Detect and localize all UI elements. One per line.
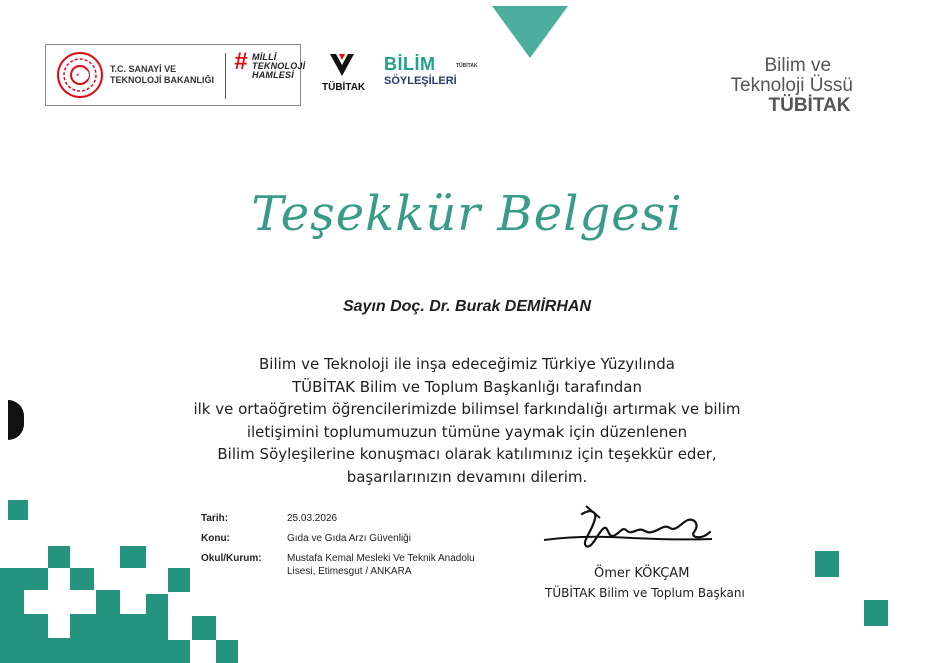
decorative-triangle	[492, 6, 568, 58]
decor-square	[815, 551, 839, 577]
bilim-ussu-line1: Bilim ve	[764, 55, 832, 76]
tubitak-emblem-icon	[327, 52, 357, 78]
school-line2: Lisesi, Etimesgut / ANKARA	[287, 566, 412, 577]
mtk-text: MİLLİ TEKNOLOJİ HAMLESİ	[252, 52, 306, 80]
bilim-soylesileri-logo	[384, 54, 478, 88]
date-label: Tarih:	[201, 513, 229, 524]
decor-square	[0, 614, 48, 663]
ministry-name: T.C. SANAYİ VE TEKNOLOJİ BAKANLIĞI	[110, 64, 215, 85]
decor-square	[168, 568, 190, 592]
ministry-seal-icon	[56, 51, 104, 99]
decor-square	[48, 546, 70, 568]
topic-label: Konu:	[201, 533, 230, 544]
decor-square	[146, 594, 168, 616]
tubitak-logo-text: TÜBİTAK	[322, 82, 366, 93]
bilim-teknoloji-ussu-logo	[731, 56, 854, 116]
ministry-logo-box	[45, 44, 306, 106]
decor-square	[192, 616, 216, 640]
school-label: Okul/Kurum:	[201, 553, 262, 564]
bilim-ussu-line2: Teknoloji Üssü	[730, 75, 853, 96]
certificate-body	[0, 353, 934, 488]
signature-drawing	[542, 502, 742, 562]
decor-square	[864, 600, 888, 626]
decor-square	[70, 568, 94, 590]
bilim-logo-top: BİLİM	[384, 54, 436, 74]
tubitak-logo	[322, 52, 366, 93]
mtk-hash: #	[234, 48, 248, 75]
decor-square	[216, 640, 238, 663]
certificate-title: Teşekkür Belgesi	[251, 186, 683, 242]
decor-square	[120, 546, 146, 568]
body-line: Bilim ve Teknoloji ile inşa edeceğimiz Türkiye Yüzyılında	[259, 355, 675, 373]
bilim-ussu-line3: TÜBİTAK	[768, 95, 851, 116]
body-line: Bilim Söyleşilerine konuşmacı olarak katılımınız için teşekkür eder,	[217, 445, 717, 463]
date-value: 25.03.2026	[287, 513, 338, 524]
bilim-logo-bottom: SÖYLEŞİLERİ	[384, 75, 457, 87]
decor-square	[0, 590, 24, 614]
school-line1: Mustafa Kemal Mesleki Ve Teknik Anadolu	[287, 553, 475, 564]
signer-title: TÜBİTAK Bilim ve Toplum Başkanı	[545, 586, 745, 600]
topic-value: Gıda ve Gıda Arzı Güvenliği	[287, 533, 411, 544]
bilim-logo-small: TÜBİTAK	[456, 63, 478, 69]
body-line: iletişimini toplumumuzun tümüne yaymak için düzenlenen	[246, 422, 688, 441]
body-line: TÜBİTAK Bilim ve Toplum Başkanlığı tarafından	[292, 377, 642, 396]
body-line: başarılarınızın devamını dilerim.	[346, 467, 588, 486]
decor-square	[70, 614, 168, 663]
decor-square	[96, 590, 120, 614]
decor-square	[48, 638, 70, 663]
logo-divider	[225, 53, 226, 99]
milli-teknoloji-logo	[234, 48, 306, 80]
decor-square	[168, 640, 190, 663]
recipient-name: Sayın Doç. Dr. Burak DEMİRHAN	[342, 298, 592, 315]
decor-square	[0, 568, 48, 590]
body-line: ilk ve ortaöğretim öğrencilerimizde bilimsel farkındalığı artırmak ve bilim	[193, 400, 741, 418]
signer-name: Ömer KÖKÇAM	[594, 566, 690, 581]
decor-square	[8, 500, 28, 520]
